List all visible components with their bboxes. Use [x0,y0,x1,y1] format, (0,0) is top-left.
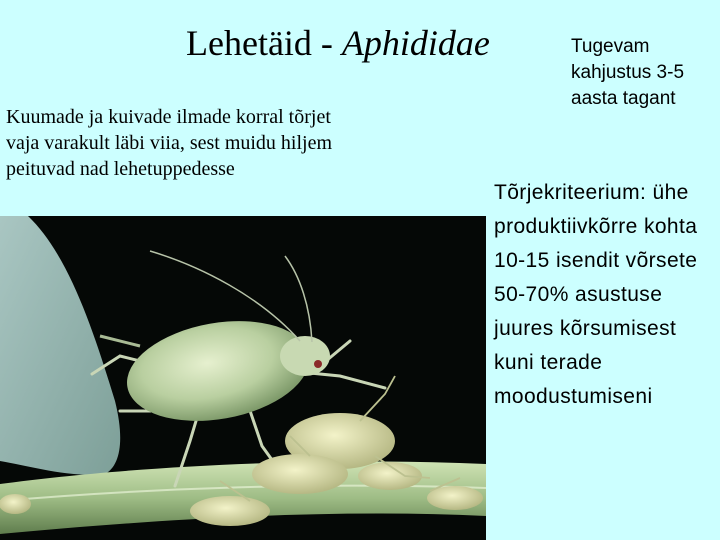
weather-note: Kuumade ja kuivade ilmade korral tõrjet vaja varakult läbi viia, sest muidu hiljem peituvad nad lehetuppedesse [6,106,333,180]
title-plain: Lehetäid - [186,23,342,63]
aphid-head [280,336,330,376]
aphid-eye [314,360,322,368]
slide-title [186,22,536,64]
damage-frequency-note: Tugevam kahjustus 3-5 aasta tagant [571,36,685,109]
control-criterion: Tõrjekriteerium: ühe produktiivkõrre kohta 10-15 isendit võrsete 50-70% asustuse juures kõrsumisest kuni terade moodustumiseni [494,181,698,408]
aphid-photo [0,216,486,540]
title-italic: Aphididae [341,23,490,63]
aphid-illustration [0,216,486,540]
